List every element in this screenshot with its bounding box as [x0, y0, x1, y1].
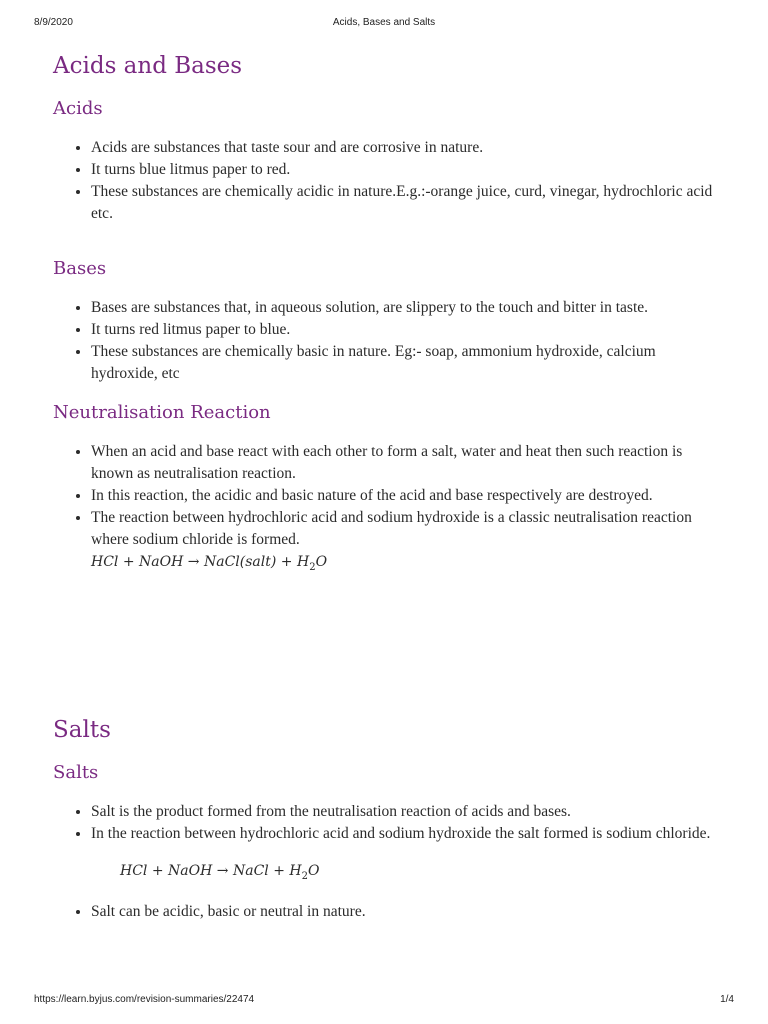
equation-term: $H_2O$ [289, 862, 320, 882]
equation-term: HCl [120, 862, 148, 879]
heading-neutralisation-reaction: Neutralisation Reaction [53, 402, 271, 423]
document-content [53, 50, 718, 923]
list-item: • Bases are substances that, in aqueous solution, are slippery to the touch and bitter in taste. [91, 297, 718, 319]
section-title-salts: Salts [53, 716, 111, 743]
salts-equation [53, 860, 718, 888]
heading-acids: Acids [53, 98, 103, 119]
equation-term: HCl [91, 554, 119, 570]
list-item: • It turns red litmus paper to blue. [91, 319, 718, 341]
list-item: • Salt can be acidic, basic or neutral in nature. [91, 901, 718, 923]
salts-list [53, 801, 718, 845]
list-item: • In the reaction between hydrochloric acid and sodium hydroxide the salt formed is sodium chloride. [91, 823, 718, 845]
list-item-text: The reaction between hydrochloric acid and sodium hydroxide is a classic neutralisation reaction where sodium chloride is formed. [91, 509, 692, 548]
equation-arrow: → [216, 862, 229, 879]
print-date: 8/9/2020 [34, 17, 73, 28]
acids-list [53, 137, 718, 225]
list-item: • When an acid and base react with each other to form a salt, water and heat then such reaction is known as neutralisation reaction. [91, 441, 718, 485]
list-item: • It turns blue litmus paper to red. [91, 159, 718, 181]
print-url: https://learn.byjus.com/revision-summaries/22474 [34, 994, 255, 1005]
equation-term: $H_2O$ [296, 554, 328, 573]
equation-operator: + [122, 554, 135, 570]
equation-term: NaOH [168, 862, 213, 879]
equation-term: NaCl [232, 862, 269, 879]
equation-operator: + [273, 862, 285, 879]
heading-salts: Salts [53, 761, 99, 783]
salts-list-continued [53, 901, 718, 923]
page-number: 1/4 [720, 994, 734, 1005]
bases-list [53, 297, 718, 385]
list-item: • In this reaction, the acidic and basic nature of the acid and base respectively are destroyed. [91, 485, 718, 507]
equation-arrow: → [187, 554, 200, 570]
list-item: • Salt is the product formed from the neutralisation reaction of acids and bases. [91, 801, 718, 823]
list-item: • These substances are chemically acidic in nature.E.g.:-orange juice, curd, vinegar, hydrochloric acid etc. [91, 181, 718, 225]
heading-bases: Bases [53, 258, 107, 279]
list-item: • Acids are substances that taste sour and are corrosive in nature. [91, 137, 718, 159]
neutralisation-list [53, 441, 718, 579]
list-item [91, 507, 718, 579]
section-title-acids-and-bases: Acids and Bases [53, 53, 243, 79]
equation-term: NaOH [139, 554, 184, 570]
equation-operator: + [280, 554, 293, 570]
list-item: • These substances are chemically basic in nature. Eg:- soap, ammonium hydroxide, calcium hydroxide, etc [91, 341, 718, 385]
equation-term: NaCl(salt) [203, 554, 277, 570]
equation-operator: + [151, 862, 164, 879]
neutralisation-equation [91, 551, 718, 579]
print-title: Acids, Bases and Salts [332, 17, 436, 28]
